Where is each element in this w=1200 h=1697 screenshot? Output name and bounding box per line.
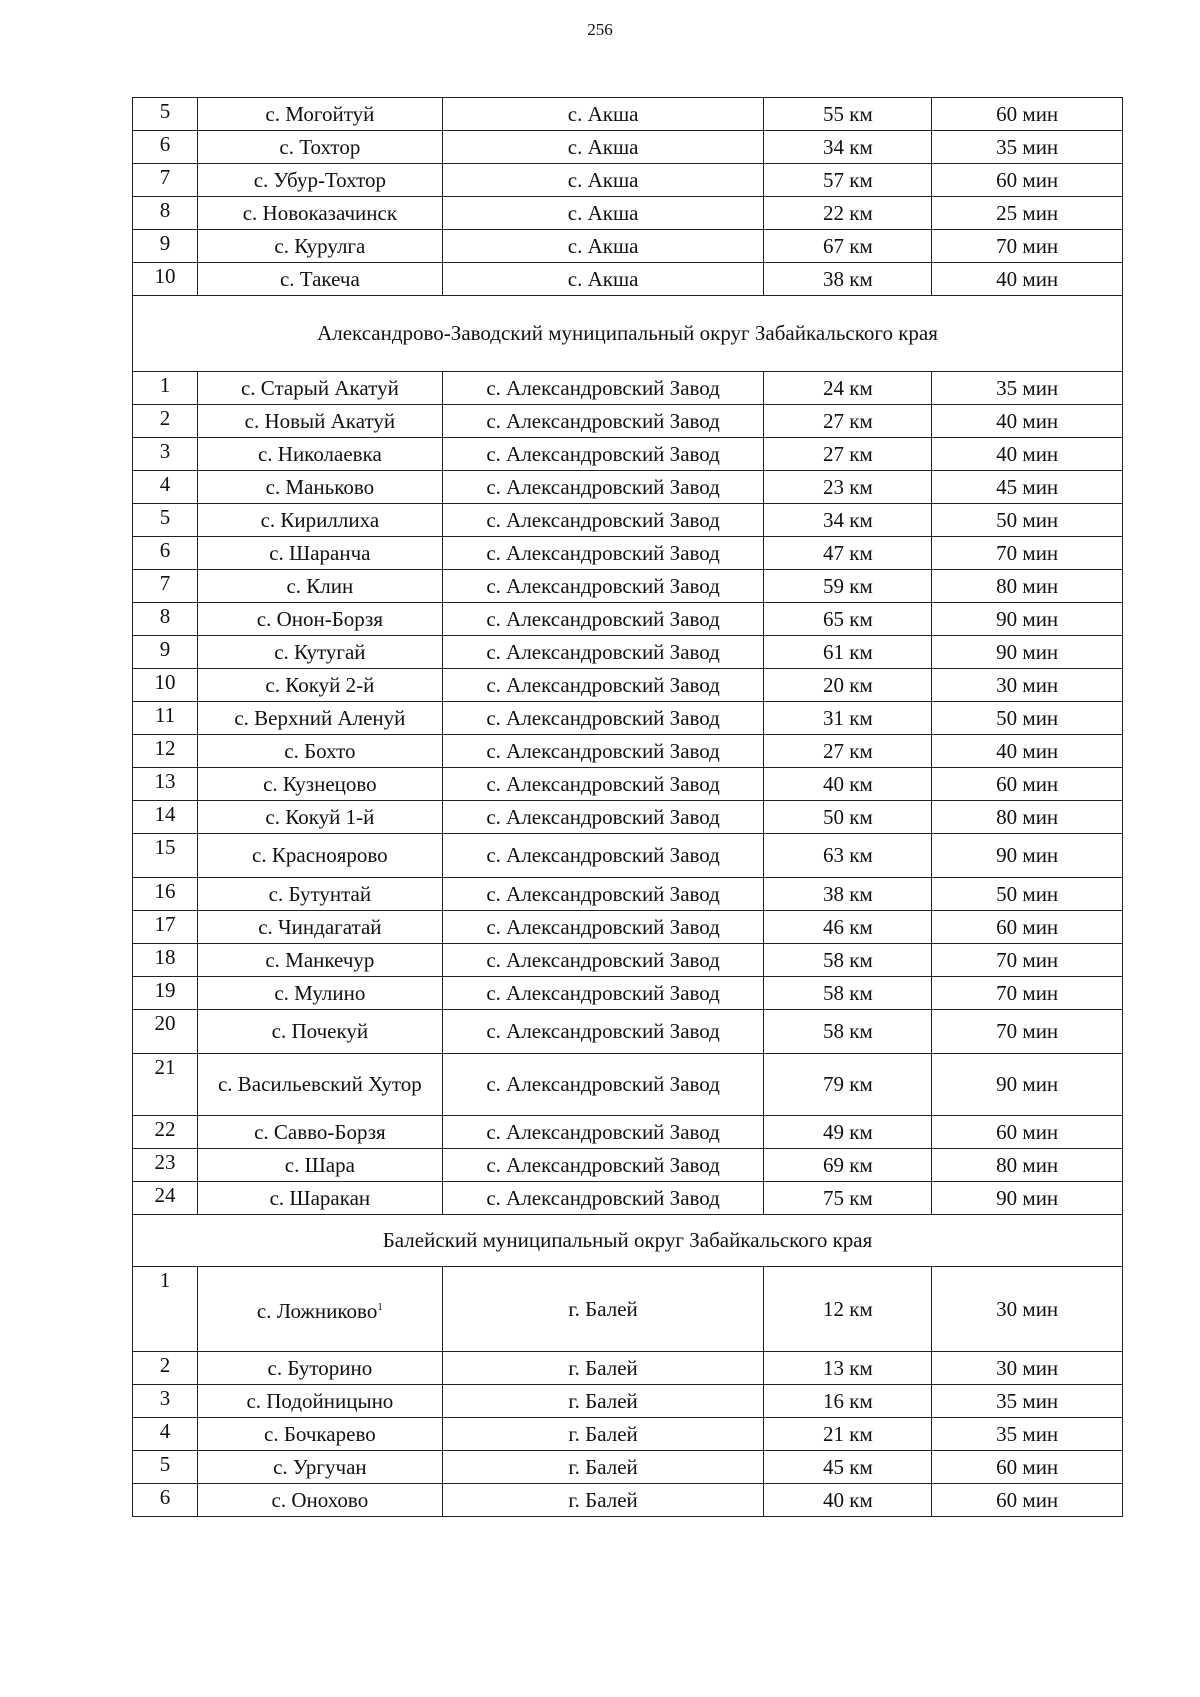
travel-time: 80 мин bbox=[932, 1149, 1123, 1182]
settlement-from bbox=[197, 768, 442, 801]
distance: 12 км bbox=[764, 1267, 932, 1352]
settlement-from bbox=[197, 570, 442, 603]
settlement-name: с. Тохтор bbox=[279, 134, 361, 159]
row-number: 20 bbox=[133, 1010, 198, 1054]
table-row bbox=[133, 669, 1123, 702]
table-row bbox=[133, 1054, 1123, 1116]
settlement-from bbox=[197, 438, 442, 471]
settlement-from bbox=[197, 504, 442, 537]
row-number: 8 bbox=[133, 197, 198, 230]
travel-time: 90 мин bbox=[932, 1054, 1123, 1116]
settlement-name: с. Могойтуй bbox=[265, 101, 375, 126]
settlement-to: с. Александровский Завод bbox=[442, 735, 764, 768]
settlement-from bbox=[197, 372, 442, 405]
distance: 50 км bbox=[764, 801, 932, 834]
travel-time: 30 мин bbox=[932, 1267, 1123, 1352]
table-row bbox=[133, 438, 1123, 471]
settlement-to: с. Акша bbox=[442, 230, 764, 263]
table-row bbox=[133, 1010, 1123, 1054]
settlement-to: с. Александровский Завод bbox=[442, 537, 764, 570]
settlement-from bbox=[197, 131, 442, 164]
settlement-to: г. Балей bbox=[442, 1484, 764, 1517]
table-row bbox=[133, 768, 1123, 801]
settlement-to: с. Александровский Завод bbox=[442, 405, 764, 438]
settlement-name: с. Бохто bbox=[284, 738, 356, 763]
travel-time: 50 мин bbox=[932, 702, 1123, 735]
table-row bbox=[133, 878, 1123, 911]
settlement-from bbox=[197, 603, 442, 636]
settlement-name: с. Новый Акатуй bbox=[244, 408, 396, 433]
table-row bbox=[133, 1182, 1123, 1215]
settlement-from bbox=[197, 735, 442, 768]
settlement-name: с. Васильевский Хутор bbox=[217, 1072, 422, 1096]
table-row bbox=[133, 372, 1123, 405]
distance: 24 км bbox=[764, 372, 932, 405]
settlement-to: с. Александровский Завод bbox=[442, 1054, 764, 1116]
section-title: Александрово-Заводский муниципальный округ Забайкальского края bbox=[133, 296, 1123, 372]
distance: 46 км bbox=[764, 911, 932, 944]
settlement-to: с. Александровский Завод bbox=[442, 801, 764, 834]
travel-time: 50 мин bbox=[932, 504, 1123, 537]
distance: 27 км bbox=[764, 405, 932, 438]
distance: 49 км bbox=[764, 1116, 932, 1149]
settlement-name: с. Маньково bbox=[265, 474, 375, 499]
travel-time: 70 мин bbox=[932, 977, 1123, 1010]
distance: 27 км bbox=[764, 438, 932, 471]
distance: 58 км bbox=[764, 944, 932, 977]
table-row bbox=[133, 1116, 1123, 1149]
settlement-name: с. Чиндагатай bbox=[258, 914, 382, 939]
row-number: 10 bbox=[133, 669, 198, 702]
travel-time: 90 мин bbox=[932, 1182, 1123, 1215]
table-row bbox=[133, 197, 1123, 230]
settlement-to: с. Александровский Завод bbox=[442, 570, 764, 603]
travel-time: 90 мин bbox=[932, 834, 1123, 878]
row-number: 1 bbox=[133, 1267, 198, 1352]
settlement-to: с. Акша bbox=[442, 164, 764, 197]
settlement-to: с. Акша bbox=[442, 98, 764, 131]
settlement-name: с. Клин bbox=[286, 573, 354, 598]
settlement-from bbox=[197, 834, 442, 878]
settlement-to: с. Александровский Завод bbox=[442, 1149, 764, 1182]
settlement-name: с. Ургучан bbox=[273, 1454, 367, 1479]
travel-time: 40 мин bbox=[932, 735, 1123, 768]
travel-time: 90 мин bbox=[932, 636, 1123, 669]
settlement-from bbox=[197, 878, 442, 911]
settlement-name: с. Такеча bbox=[279, 266, 360, 291]
row-number: 5 bbox=[133, 1451, 198, 1484]
settlement-from bbox=[197, 1484, 442, 1517]
settlement-from bbox=[197, 1116, 442, 1149]
table-row bbox=[133, 1418, 1123, 1451]
distance: 47 км bbox=[764, 537, 932, 570]
settlement-to: с. Александровский Завод bbox=[442, 438, 764, 471]
settlement-to: с. Александровский Завод bbox=[442, 504, 764, 537]
table-row bbox=[133, 1352, 1123, 1385]
travel-time: 30 мин bbox=[932, 669, 1123, 702]
settlement-name: с. Савво-Борзя bbox=[254, 1119, 386, 1144]
travel-time: 35 мин bbox=[932, 1385, 1123, 1418]
row-number: 4 bbox=[133, 471, 198, 504]
travel-time: 40 мин bbox=[932, 405, 1123, 438]
row-number: 5 bbox=[133, 98, 198, 131]
settlement-to: г. Балей bbox=[442, 1451, 764, 1484]
distance: 27 км bbox=[764, 735, 932, 768]
table-row bbox=[133, 603, 1123, 636]
settlement-from bbox=[197, 702, 442, 735]
settlement-from bbox=[197, 636, 442, 669]
settlement-from bbox=[197, 944, 442, 977]
settlement-name: с. Краснoярово bbox=[252, 843, 388, 867]
travel-time: 60 мин bbox=[932, 1451, 1123, 1484]
travel-time: 90 мин bbox=[932, 603, 1123, 636]
distance: 20 км bbox=[764, 669, 932, 702]
settlement-to: г. Балей bbox=[442, 1385, 764, 1418]
table-row bbox=[133, 263, 1123, 296]
distance: 34 км bbox=[764, 131, 932, 164]
row-number: 17 bbox=[133, 911, 198, 944]
settlement-name: с. Кокуй 2-й bbox=[265, 672, 375, 697]
section-header-row bbox=[133, 1215, 1123, 1267]
settlement-name: с. Подойницыно bbox=[246, 1388, 394, 1413]
table-row bbox=[133, 1385, 1123, 1418]
travel-time: 60 мин bbox=[932, 164, 1123, 197]
row-number: 8 bbox=[133, 603, 198, 636]
distance: 22 км bbox=[764, 197, 932, 230]
settlement-to: с. Александровский Завод bbox=[442, 911, 764, 944]
settlement-name: с. Шаранча bbox=[269, 540, 371, 565]
settlement-from bbox=[197, 98, 442, 131]
settlement-to: с. Александровский Завод bbox=[442, 372, 764, 405]
distance: 40 км bbox=[764, 768, 932, 801]
row-number: 3 bbox=[133, 1385, 198, 1418]
row-number: 10 bbox=[133, 263, 198, 296]
distance: 69 км bbox=[764, 1149, 932, 1182]
travel-time: 35 мин bbox=[932, 372, 1123, 405]
distance: 65 км bbox=[764, 603, 932, 636]
distance: 67 км bbox=[764, 230, 932, 263]
distance: 38 км bbox=[764, 878, 932, 911]
settlement-to: с. Александровский Завод bbox=[442, 471, 764, 504]
travel-time: 70 мин bbox=[932, 537, 1123, 570]
distance: 21 км bbox=[764, 1418, 932, 1451]
travel-time: 60 мин bbox=[932, 98, 1123, 131]
settlement-to: г. Балей bbox=[442, 1352, 764, 1385]
settlement-to: г. Балей bbox=[442, 1267, 764, 1352]
distance: 79 км bbox=[764, 1054, 932, 1116]
table-row bbox=[133, 1484, 1123, 1517]
travel-time: 30 мин bbox=[932, 1352, 1123, 1385]
table-row bbox=[133, 131, 1123, 164]
distance: 31 км bbox=[764, 702, 932, 735]
row-number: 13 bbox=[133, 768, 198, 801]
distance: 63 км bbox=[764, 834, 932, 878]
travel-time: 60 мин bbox=[932, 911, 1123, 944]
settlement-name: с. Шаракан bbox=[269, 1185, 371, 1210]
row-number: 7 bbox=[133, 164, 198, 197]
row-number: 14 bbox=[133, 801, 198, 834]
settlement-name: с. Курулга bbox=[274, 233, 366, 258]
settlement-from bbox=[197, 1149, 442, 1182]
distance: 61 км bbox=[764, 636, 932, 669]
settlement-name: с. Верхний Аленуй bbox=[234, 705, 406, 730]
distance: 75 км bbox=[764, 1182, 932, 1215]
settlement-name: с. Почекуй bbox=[271, 1019, 369, 1043]
travel-time: 60 мин bbox=[932, 1484, 1123, 1517]
settlement-name: с. Онон-Борзя bbox=[256, 606, 383, 631]
settlement-from bbox=[197, 197, 442, 230]
table-row bbox=[133, 702, 1123, 735]
distance: 45 км bbox=[764, 1451, 932, 1484]
travel-time: 40 мин bbox=[932, 263, 1123, 296]
settlement-name: с. Старый Акатуй bbox=[240, 375, 399, 400]
travel-time: 35 мин bbox=[932, 1418, 1123, 1451]
settlement-from bbox=[197, 977, 442, 1010]
settlement-to: с. Александровский Завод bbox=[442, 636, 764, 669]
settlement-from bbox=[197, 1054, 442, 1116]
row-number: 3 bbox=[133, 438, 198, 471]
travel-time: 35 мин bbox=[932, 131, 1123, 164]
travel-time: 70 мин bbox=[932, 230, 1123, 263]
section-title: Балейский муниципальный округ Забайкальского края bbox=[133, 1215, 1123, 1267]
table-row bbox=[133, 98, 1123, 131]
settlement-to: с. Александровский Завод bbox=[442, 977, 764, 1010]
settlement-name: с. Николаевка bbox=[257, 441, 382, 466]
distance: 34 км bbox=[764, 504, 932, 537]
row-number: 5 bbox=[133, 504, 198, 537]
distance: 57 км bbox=[764, 164, 932, 197]
settlement-to: с. Александровский Завод bbox=[442, 1010, 764, 1054]
row-number: 22 bbox=[133, 1116, 198, 1149]
row-number: 4 bbox=[133, 1418, 198, 1451]
travel-time: 70 мин bbox=[932, 944, 1123, 977]
settlement-to: с. Александровский Завод bbox=[442, 669, 764, 702]
distance: 59 км bbox=[764, 570, 932, 603]
settlement-from bbox=[197, 1418, 442, 1451]
distance: 16 км bbox=[764, 1385, 932, 1418]
travel-time: 80 мин bbox=[932, 570, 1123, 603]
travel-time: 80 мин bbox=[932, 801, 1123, 834]
settlement-to: с. Александровский Завод bbox=[442, 1116, 764, 1149]
settlement-name: с. Бутунтай bbox=[268, 881, 372, 906]
settlement-to: г. Балей bbox=[442, 1418, 764, 1451]
section-header-row bbox=[133, 296, 1123, 372]
row-number: 21 bbox=[133, 1054, 198, 1116]
row-number: 19 bbox=[133, 977, 198, 1010]
settlement-from bbox=[197, 911, 442, 944]
settlement-to: с. Акша bbox=[442, 131, 764, 164]
settlement-from bbox=[197, 263, 442, 296]
row-number: 11 bbox=[133, 702, 198, 735]
settlement-name: с. Манкечур bbox=[265, 947, 375, 972]
travel-time: 70 мин bbox=[932, 1010, 1123, 1054]
settlement-name: с. Шара bbox=[284, 1152, 355, 1177]
row-number: 16 bbox=[133, 878, 198, 911]
table-row bbox=[133, 504, 1123, 537]
travel-time: 60 мин bbox=[932, 768, 1123, 801]
row-number: 2 bbox=[133, 1352, 198, 1385]
distance: 58 км bbox=[764, 1010, 932, 1054]
settlement-to: с. Александровский Завод bbox=[442, 768, 764, 801]
settlement-to: с. Акша bbox=[442, 263, 764, 296]
settlements-table bbox=[132, 97, 1123, 1517]
travel-time: 25 мин bbox=[932, 197, 1123, 230]
settlement-name: с. Онохово bbox=[271, 1487, 369, 1512]
row-number: 9 bbox=[133, 636, 198, 669]
row-number: 18 bbox=[133, 944, 198, 977]
travel-time: 50 мин bbox=[932, 878, 1123, 911]
row-number: 1 bbox=[133, 372, 198, 405]
travel-time: 40 мин bbox=[932, 438, 1123, 471]
table-row bbox=[133, 801, 1123, 834]
settlement-from bbox=[197, 164, 442, 197]
settlement-from bbox=[197, 1182, 442, 1215]
table-row bbox=[133, 977, 1123, 1010]
distance: 38 км bbox=[764, 263, 932, 296]
table-row bbox=[133, 537, 1123, 570]
row-number: 24 bbox=[133, 1182, 198, 1215]
table-row bbox=[133, 636, 1123, 669]
settlement-from bbox=[197, 230, 442, 263]
travel-time: 45 мин bbox=[932, 471, 1123, 504]
table-row bbox=[133, 1267, 1123, 1352]
travel-time: 60 мин bbox=[932, 1116, 1123, 1149]
table-row bbox=[133, 405, 1123, 438]
footnote-marker: 1 bbox=[377, 1300, 383, 1313]
row-number: 12 bbox=[133, 735, 198, 768]
settlement-name: с. Мулино bbox=[274, 980, 366, 1005]
row-number: 15 bbox=[133, 834, 198, 878]
settlement-from bbox=[197, 1267, 442, 1352]
settlement-to: с. Александровский Завод bbox=[442, 702, 764, 735]
row-number: 23 bbox=[133, 1149, 198, 1182]
settlement-name: с. Кутугай bbox=[274, 639, 366, 664]
row-number: 2 bbox=[133, 405, 198, 438]
settlement-from bbox=[197, 405, 442, 438]
table-row bbox=[133, 1149, 1123, 1182]
settlement-to: с. Александровский Завод bbox=[442, 944, 764, 977]
settlement-to: с. Александровский Завод bbox=[442, 1182, 764, 1215]
settlement-from bbox=[197, 471, 442, 504]
distance: 55 км bbox=[764, 98, 932, 131]
settlement-from bbox=[197, 801, 442, 834]
row-number: 9 bbox=[133, 230, 198, 263]
settlement-from bbox=[197, 1385, 442, 1418]
table-row bbox=[133, 911, 1123, 944]
table-row bbox=[133, 164, 1123, 197]
row-number: 7 bbox=[133, 570, 198, 603]
settlement-to: с. Александровский Завод bbox=[442, 603, 764, 636]
row-number: 6 bbox=[133, 131, 198, 164]
settlement-name: с. Кокуй 1-й bbox=[265, 804, 375, 829]
settlement-name: с. Ложниково bbox=[256, 1298, 378, 1323]
distance: 58 км bbox=[764, 977, 932, 1010]
settlement-from bbox=[197, 537, 442, 570]
row-number: 6 bbox=[133, 1484, 198, 1517]
table-row bbox=[133, 471, 1123, 504]
table-row bbox=[133, 230, 1123, 263]
settlement-to: с. Александровский Завод bbox=[442, 834, 764, 878]
settlement-to: с. Акша bbox=[442, 197, 764, 230]
settlement-name: с. Буторино bbox=[267, 1355, 373, 1380]
settlement-from bbox=[197, 669, 442, 702]
settlement-name: с. Кириллиха bbox=[260, 507, 380, 532]
settlement-from bbox=[197, 1352, 442, 1385]
settlement-name: с. Бочкарево bbox=[264, 1421, 376, 1446]
settlement-name: с. Новоказачинск bbox=[242, 200, 398, 225]
table-row bbox=[133, 1451, 1123, 1484]
settlement-from bbox=[197, 1010, 442, 1054]
settlement-to: с. Александровский Завод bbox=[442, 878, 764, 911]
settlement-name: с. Убур-Тохтор bbox=[253, 167, 387, 192]
distance: 23 км bbox=[764, 471, 932, 504]
table-row bbox=[133, 834, 1123, 878]
table-row bbox=[133, 735, 1123, 768]
settlement-from bbox=[197, 1451, 442, 1484]
table-row bbox=[133, 944, 1123, 977]
page-number: 256 bbox=[587, 20, 613, 39]
distance: 13 км bbox=[764, 1352, 932, 1385]
table-row bbox=[133, 570, 1123, 603]
row-number: 6 bbox=[133, 537, 198, 570]
distance: 40 км bbox=[764, 1484, 932, 1517]
settlement-name: с. Кузнецово bbox=[263, 771, 377, 796]
